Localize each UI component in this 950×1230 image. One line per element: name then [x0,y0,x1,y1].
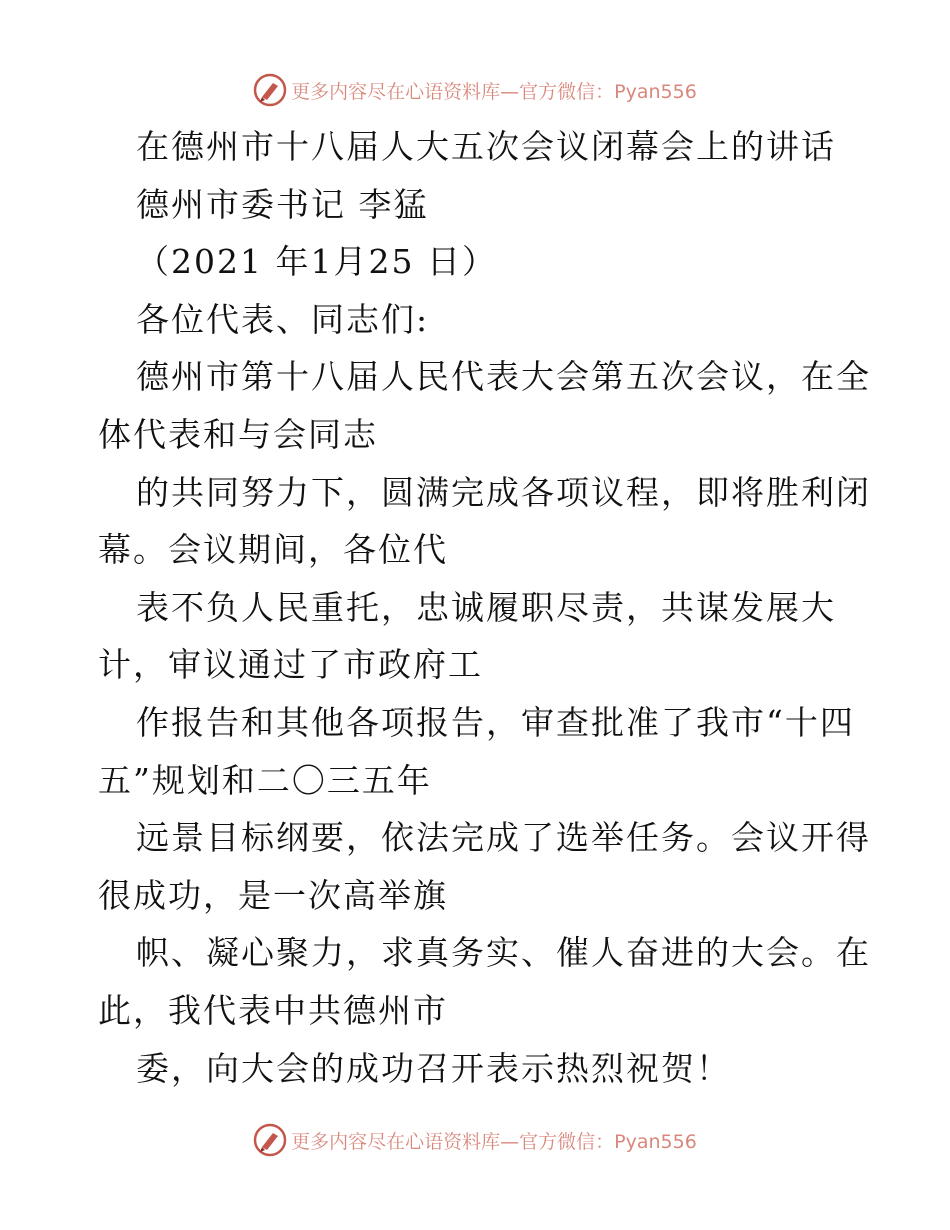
watermark-header [0,70,950,110]
paragraph-line: 五”规划和二〇三五年 [98,760,432,800]
paragraph-line: 计，审议通过了市政府工 [98,645,483,685]
paragraph-line: 帜、凝心聚力，求真务实、催人奋进的大会。在 [136,933,871,973]
pen-nib-logo-icon [253,1123,287,1157]
paragraph-line: 此，我代表中共德州市 [98,990,448,1030]
pen-nib-logo-icon [253,73,287,107]
paragraph-line: 远景目标纲要，依法完成了选举任务。会议开得 [136,818,871,858]
watermark-footer [0,1120,950,1160]
document-title: 在德州市十八届人大五次会议闭幕会上的讲话 [136,127,836,166]
paragraph-line: 德州市第十八届人民代表大会第五次会议，在全 [136,357,871,397]
document-author: 德州市委书记 李猛 [136,184,429,224]
watermark-text: 更多内容尽在心语资料库—官方微信：Pyan556 [291,1130,697,1153]
paragraph-line: 幕。会议期间，各位代 [98,530,448,570]
paragraph-line: 委，向大会的成功召开表示热烈祝贺！ [136,1048,731,1088]
document-date: （2021 年1月25 日） [136,242,497,282]
paragraph-line: 很成功，是一次高举旗 [98,875,448,915]
paragraph-line: 的共同努力下，圆满完成各项议程，即将胜利闭 [136,472,871,512]
paragraph-line: 表不负人民重托，忠诚履职尽责，共谋发展大 [136,587,836,627]
document-body [98,118,871,1097]
paragraph-line: 体代表和与会同志 [98,414,378,454]
watermark-text: 更多内容尽在心语资料库—官方微信：Pyan556 [291,80,697,103]
paragraph-line: 作报告和其他各项报告，审查批准了我市“十四 [136,702,855,742]
document-salutation: 各位代表、同志们: [136,299,430,339]
